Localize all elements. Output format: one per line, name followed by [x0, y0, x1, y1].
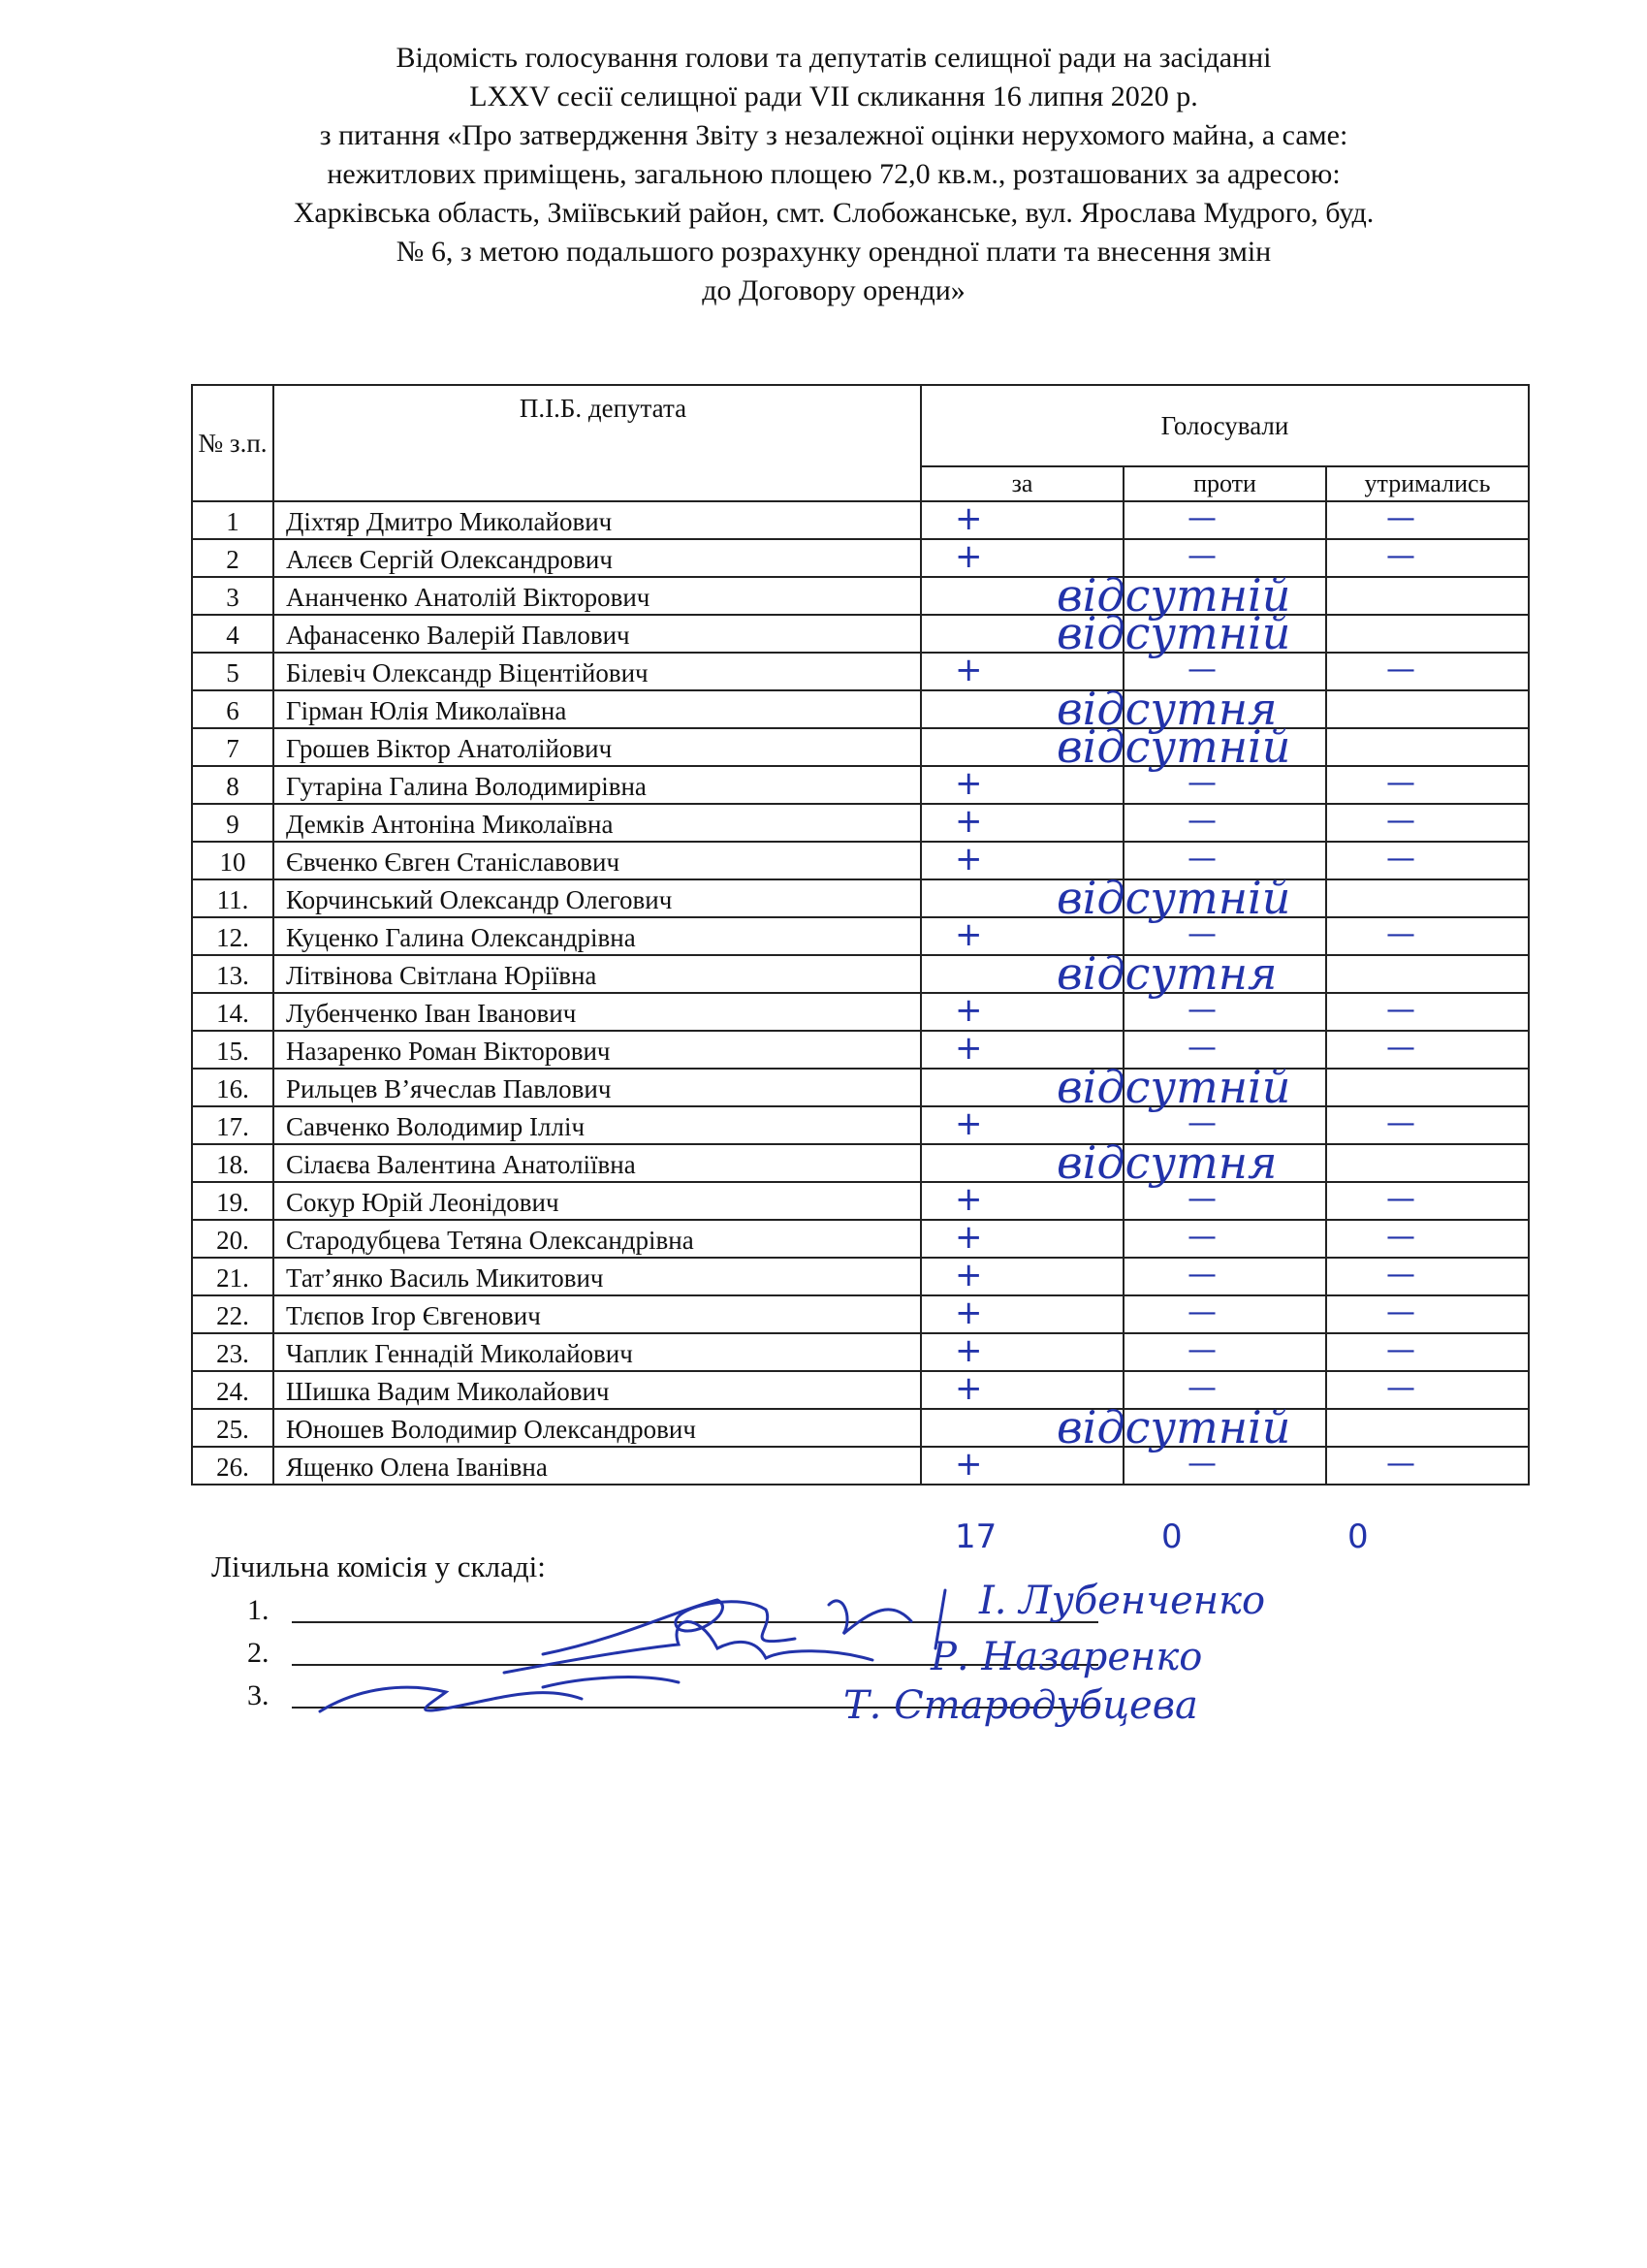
vote-for-mark: +	[955, 1104, 983, 1143]
vote-abstain-mark: —	[1386, 1031, 1415, 1065]
vote-abstain-mark: —	[1386, 1447, 1415, 1481]
row-num: 12.	[192, 917, 273, 955]
vote-for-mark: +	[955, 499, 983, 538]
commission-num-2: 2.	[247, 1637, 269, 1669]
row-num: 10	[192, 842, 273, 879]
row-num: 6	[192, 690, 273, 728]
row-num: 4	[192, 615, 273, 653]
row-name: Літвінова Світлана Юріївна	[273, 955, 921, 993]
vote-against-mark: —	[1188, 804, 1217, 838]
vote-against-mark: —	[1188, 539, 1217, 573]
title-line-3: з питання «Про затвердження Звіту з незалежної оцінки нерухомого майна, а саме:	[319, 119, 1348, 151]
title-line-2: LXXV сесії селищної ради VII скликання 16 липня 2020 р.	[469, 80, 1198, 112]
row-num: 16.	[192, 1069, 273, 1106]
row-num: 7	[192, 728, 273, 766]
row-num: 18.	[192, 1144, 273, 1182]
vote-for-mark: +	[955, 764, 983, 803]
row-name: Тлєпов Ігор Євгенович	[273, 1295, 921, 1333]
vote-abstain-mark: —	[1386, 1258, 1415, 1292]
row-name: Сокур Юрій Леонідович	[273, 1182, 921, 1220]
vote-for-mark: +	[955, 991, 983, 1030]
row-name: Куценко Галина Олександрівна	[273, 917, 921, 955]
vote-for-mark: +	[955, 1218, 983, 1257]
row-name: Тат’янко Василь Микитович	[273, 1258, 921, 1295]
row-num: 25.	[192, 1409, 273, 1447]
row-name: Ященко Олена Іванівна	[273, 1447, 921, 1485]
vote-against-mark: —	[1188, 1447, 1217, 1481]
signed-name-1: І. Лубенченко	[979, 1579, 1266, 1623]
vote-for-mark: +	[955, 651, 983, 689]
vote-against-mark: —	[1188, 501, 1217, 535]
row-name: Шишка Вадим Миколайович	[273, 1371, 921, 1409]
vote-abstain-mark: —	[1386, 1371, 1415, 1405]
row-num: 23.	[192, 1333, 273, 1371]
vote-against-mark: —	[1188, 1220, 1217, 1254]
title-line-5: Харківська область, Зміївський район, смт. Слобожанське, вул. Ярослава Мудрого, буд.	[293, 197, 1375, 229]
vote-abstain-mark: —	[1386, 1333, 1415, 1367]
signature-1-scribble	[543, 1590, 945, 1654]
vote-for-mark: +	[955, 537, 983, 576]
row-num: 21.	[192, 1258, 273, 1295]
vote-for-mark: +	[955, 1256, 983, 1294]
col-header-abstain: утримались	[1326, 466, 1529, 501]
vote-against-mark: —	[1188, 1182, 1217, 1216]
vote-abstain-mark: —	[1386, 1220, 1415, 1254]
title-line-1: Відомість голосування голови та депутатів селищної ради на засіданні	[396, 42, 1272, 74]
row-name: Назаренко Роман Вікторович	[273, 1031, 921, 1069]
vote-abstain-mark: —	[1386, 1182, 1415, 1216]
absent-mark: відсутня	[1057, 683, 1278, 735]
row-name: Ананченко Анатолій Вікторович	[273, 577, 921, 615]
vote-for-mark: +	[955, 1029, 983, 1068]
row-num: 1	[192, 501, 273, 539]
row-num: 15.	[192, 1031, 273, 1069]
col-header-for: за	[921, 466, 1124, 501]
vote-abstain-mark: —	[1386, 766, 1415, 800]
row-num: 13.	[192, 955, 273, 993]
absent-mark: відсутній	[1057, 569, 1291, 622]
signature-3-scribble	[320, 1677, 679, 1711]
row-num: 24.	[192, 1371, 273, 1409]
row-name: Стародубцева Тетяна Олександрівна	[273, 1220, 921, 1258]
row-num: 3	[192, 577, 273, 615]
vote-for-mark: +	[955, 915, 983, 954]
col-header-name: П.І.Б. депутата	[273, 385, 921, 501]
vote-abstain-mark: —	[1386, 993, 1415, 1027]
vote-against-mark: —	[1188, 1371, 1217, 1405]
row-name: Савченко Володимир Ілліч	[273, 1106, 921, 1144]
vote-against-mark: —	[1188, 1295, 1217, 1329]
total-against: 0	[1161, 1517, 1183, 1556]
title-line-7: до Договору оренди»	[702, 274, 966, 306]
vote-for-mark: +	[955, 1294, 983, 1332]
row-name: Гутаріна Галина Володимирівна	[273, 766, 921, 804]
row-num: 5	[192, 653, 273, 690]
signature-2-scribble	[504, 1621, 872, 1673]
row-num: 17.	[192, 1106, 273, 1144]
row-name: Афанасенко Валерій Павлович	[273, 615, 921, 653]
commission-num-1: 1.	[247, 1594, 269, 1626]
row-num: 8	[192, 766, 273, 804]
vote-for-mark: +	[955, 1369, 983, 1408]
absent-mark: відсутня	[1057, 1136, 1278, 1189]
vote-against-mark: —	[1188, 1106, 1217, 1140]
row-name: Демків Антоніна Миколаївна	[273, 804, 921, 842]
absent-mark: відсутній	[1057, 607, 1291, 659]
row-num: 14.	[192, 993, 273, 1031]
commission-num-3: 3.	[247, 1679, 269, 1711]
row-num: 19.	[192, 1182, 273, 1220]
absent-mark: відсутній	[1057, 720, 1291, 773]
row-name: Грошев Віктор Анатолійович	[273, 728, 921, 766]
col-header-voted: Голосували	[921, 385, 1529, 466]
vote-abstain-mark: —	[1386, 539, 1415, 573]
vote-against-mark: —	[1188, 993, 1217, 1027]
vote-abstain-mark: —	[1386, 1295, 1415, 1329]
commission-label: Лічильна комісія у складі:	[211, 1549, 546, 1583]
row-num: 2	[192, 539, 273, 577]
title-line-4: нежитлових приміщень, загальною площею 72,0 кв.м., розташованих за адресою:	[327, 158, 1341, 190]
vote-against-mark: —	[1188, 1333, 1217, 1367]
row-num: 11.	[192, 879, 273, 917]
vote-for-mark: +	[955, 1180, 983, 1219]
row-name: Рильцев В’ячеслав Павлович	[273, 1069, 921, 1106]
row-num: 22.	[192, 1295, 273, 1333]
vote-for-mark: +	[955, 1331, 983, 1370]
total-for: 17	[955, 1517, 998, 1556]
row-name: Сілаєва Валентина Анатоліївна	[273, 1144, 921, 1182]
col-header-num: № з.п.	[192, 385, 273, 501]
vote-abstain-mark: —	[1386, 1106, 1415, 1140]
vote-for-mark: +	[955, 1445, 983, 1484]
absent-mark: відсутній	[1057, 1401, 1291, 1453]
vote-abstain-mark: —	[1386, 501, 1415, 535]
row-num: 20.	[192, 1220, 273, 1258]
vote-against-mark: —	[1188, 1258, 1217, 1292]
row-name: Діхтяр Дмитро Миколайович	[273, 501, 921, 539]
row-name: Лубенченко Іван Іванович	[273, 993, 921, 1031]
row-name: Євченко Євген Станіславович	[273, 842, 921, 879]
absent-mark: відсутній	[1057, 872, 1291, 924]
signed-name-3: Т. Стародубцева	[843, 1683, 1198, 1728]
vote-abstain-mark: —	[1386, 653, 1415, 687]
vote-abstain-mark: —	[1386, 917, 1415, 951]
row-name: Алєєв Сергій Олександрович	[273, 539, 921, 577]
vote-abstain-mark: —	[1386, 804, 1415, 838]
row-name: Білевіч Олександр Віцентійович	[273, 653, 921, 690]
title-line-6: № 6, з метою подальшого розрахунку орендної плати та внесення змін	[396, 236, 1272, 268]
signed-name-2: Р. Назаренко	[931, 1635, 1203, 1679]
vote-against-mark: —	[1188, 917, 1217, 951]
vote-against-mark: —	[1188, 1031, 1217, 1065]
vote-for-mark: +	[955, 802, 983, 841]
col-header-against: проти	[1124, 466, 1326, 501]
absent-mark: відсутній	[1057, 1061, 1291, 1113]
absent-mark: відсутня	[1057, 947, 1278, 1000]
vote-against-mark: —	[1188, 842, 1217, 876]
vote-against-mark: —	[1188, 766, 1217, 800]
row-num: 9	[192, 804, 273, 842]
row-name: Гірман Юлія Миколаївна	[273, 690, 921, 728]
vote-abstain-mark: —	[1386, 842, 1415, 876]
row-name: Корчинський Олександр Олегович	[273, 879, 921, 917]
row-name: Юношев Володимир Олександрович	[273, 1409, 921, 1447]
vote-for-mark: +	[955, 840, 983, 878]
total-abstain: 0	[1347, 1517, 1369, 1556]
vote-against-mark: —	[1188, 653, 1217, 687]
row-num: 26.	[192, 1447, 273, 1485]
row-name: Чаплик Геннадій Миколайович	[273, 1333, 921, 1371]
